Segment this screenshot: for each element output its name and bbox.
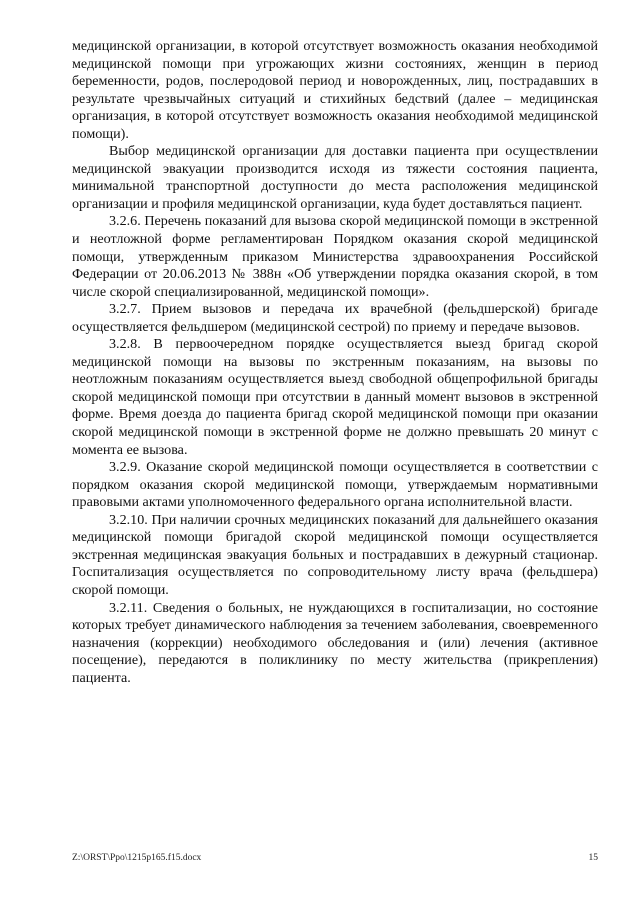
paragraph-3-2-6: 3.2.6. Перечень показаний для вызова скорой медицинской помощи в экстренной и неотложной форме регламентирован Порядком оказания скорой медицинской помощи, утвержденным приказом Министерства здравоохранения Российской Федерации от 20.06.2013 № 388н «Об утверждении порядка оказания скорой, в том числе скорой специализированной, медицинской помощи». (72, 213, 598, 300)
page-number: 15 (588, 853, 598, 863)
paragraph-3-2-8: 3.2.8. В первоочередном порядке осуществляется выезд бригад скорой медицинской помощи на вызовы по экстренным показаниям, на вызовы по неотложным показаниям осуществляется выезд свободной общепрофильной бригады скорой медицинской помощи при отсутствии в данный момент вызовов в экстренной форме. Время доезда до пациента бригад скорой медицинской помощи при оказании скорой медицинской помощи в экстренной форме не должно превышать 20 минут с момента ее вызова. (72, 336, 598, 458)
paragraph-3-2-9: 3.2.9. Оказание скорой медицинской помощи осуществляется в соответствии с порядком оказания скорой медицинской помощи, утверждаемым нормативными правовыми актами уполномоченного федерального органа исполнительной власти. (72, 459, 598, 511)
document-body (72, 38, 598, 687)
paragraph-continuation: медицинской организации, в которой отсутствует возможность оказания необходимой медицинской помощи при угрожающих жизни состояниях, женщин в период беременности, родов, послеродовой период и новорожденных, лиц, пострадавших в результате чрезвычайных ситуаций и стихийных бедствий (далее – медицинская организация, в которой отсутствует возможность оказания необходимой медицинской помощи). (72, 38, 598, 142)
footer-file-path: Z:\ORST\Ppo\1215p165.f15.docx (72, 853, 202, 863)
paragraph-3-2-11: 3.2.11. Сведения о больных, не нуждающихся в госпитализации, но состояние которых требует динамического наблюдения за течением заболевания, своевременного назначения (коррекции) необходимого обследования и (или) лечения (активное посещение), передаются в поликлинику по месту жительства (прикрепления) пациента. (72, 599, 598, 686)
paragraph-organization-choice: Выбор медицинской организации для доставки пациента при осуществлении медицинской эвакуации производится исходя из тяжести состояния пациента, минимальной транспортной доступности до места расположения медицинской организации и профиля медицинской организации, куда будет доставляться пациент. (72, 143, 598, 212)
paragraph-3-2-10: 3.2.10. При наличии срочных медицинских показаний для дальнейшего оказания медицинской помощи бригадой скорой медицинской помощи осуществляется экстренная медицинская эвакуация больных и пострадавших в дежурный стационар. Госпитализация осуществляется по сопроводительному листу врача (фельдшера) скорой помощи. (72, 511, 598, 598)
paragraph-3-2-7: 3.2.7. Прием вызовов и передача их врачебной (фельдшерской) бригаде осуществляется фельдшером (медицинской сестрой) по приему и передаче вызовов. (72, 301, 598, 335)
